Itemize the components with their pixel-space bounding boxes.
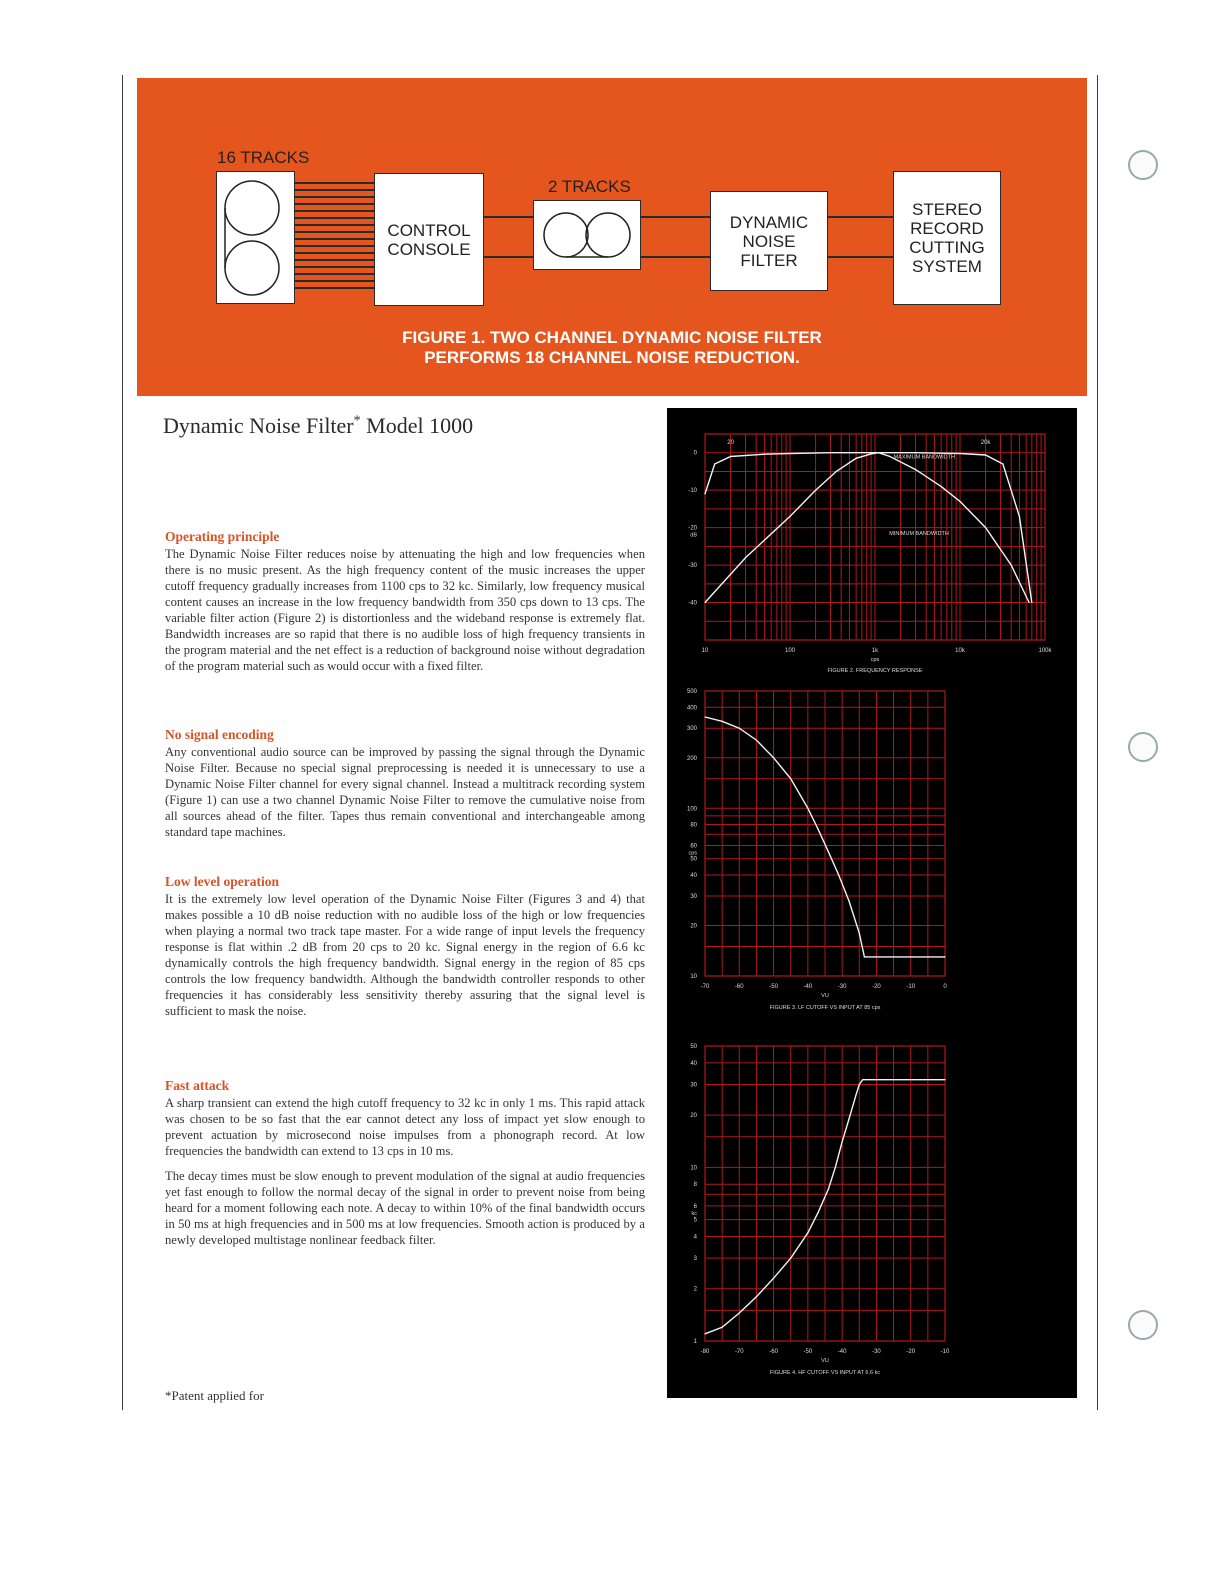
series-point (944, 956, 945, 957)
y-tick-label: 100 (686, 806, 697, 813)
x-tick-label: 10 (701, 648, 709, 654)
binder-hole-bottom (1128, 1310, 1158, 1340)
section-heading: Low level operation (165, 874, 279, 889)
series-point (818, 829, 819, 830)
series-point (915, 469, 916, 470)
series-point (1002, 463, 1003, 464)
series-point (807, 1232, 808, 1233)
binder-hole-middle (1128, 732, 1158, 762)
series-point (773, 1278, 774, 1279)
y-tick-label: 6 (693, 1203, 697, 1210)
x-axis-label: VU (821, 993, 829, 999)
section-heading: Fast attack (165, 1078, 230, 1093)
binder-hole-top (1128, 150, 1158, 180)
y-tick-label: 500 (686, 689, 697, 695)
series-point (1011, 564, 1012, 565)
y-tick-label: 10 (690, 974, 697, 980)
series-point (790, 778, 791, 779)
patent-footnote: *Patent applied for (165, 1388, 264, 1403)
x-axis-label: VU (821, 1358, 829, 1364)
y-tick-label: 200 (686, 755, 697, 762)
title-model: Model 1000 (360, 413, 474, 438)
series-point (859, 1084, 860, 1085)
series-point (773, 757, 774, 758)
series-point (862, 1079, 863, 1080)
series-point (745, 557, 746, 558)
tape-reel-16-tracks (216, 171, 295, 304)
series-point (915, 452, 916, 453)
x-tick-label: -10 (906, 984, 916, 990)
y-tick-label: 20 (690, 1113, 697, 1120)
reel-pair-icon (218, 173, 294, 303)
x-tick-label: -60 (734, 984, 744, 990)
series-point (985, 454, 986, 455)
y-tick-label: 10 (690, 1165, 697, 1172)
series-point (959, 501, 960, 502)
series-point (828, 851, 829, 852)
series-point (871, 453, 872, 454)
x-tick-label: -70 (734, 1349, 744, 1355)
x-tick-label: 10k (955, 648, 965, 654)
x-tick-label: -30 (837, 984, 847, 990)
x-tick-label: -10 (940, 1349, 950, 1355)
section-paragraph: Any conventional audio source can be improved by passing the signal through the Dynamic Noise Filter. Because no special signal preprocessing is needed it is unnecessary to use a Dynamic Noise Filter channel for every signal channel. Instead a multitrack recording system (Figure 1) can use a two channel Dynamic Noise Filter to remove the cumulative noise from all sources ahead of the filter. Tapes thus remain conventional and interchangeable among standard tape machines. (165, 745, 645, 839)
y-axis-label: dB (690, 532, 697, 539)
chart-title: FIGURE 3. LF CUTOFF VS INPUT AT 85 cps (769, 1005, 881, 1011)
y-tick-label: 50 (690, 856, 697, 863)
y-tick-label: 80 (690, 822, 697, 829)
y-tick-label: 3 (693, 1256, 697, 1263)
x-tick-label: -20 (906, 1349, 916, 1355)
section-paragraph: It is the extremely low level operation of the Dynamic Noise Filter (Figures 3 and 4) that makes possible a 10 dB noise reduction with no audible loss of the high or low frequencies when playing a normal two track tape master. For a wide range of input levels the frequency response is flat within .2 dB from 20 cps to 20 kc. Signal energy in the region of 6.6 kc dynamically controls the high frequency bandwidth. Signal energy in the region of 85 cps controls the low frequency bandwidth. Although the bandwidth controller responds to other frequencies it has considerably less sensitivity thereby assuring that the signal level is sufficient to mask the noise. (165, 892, 645, 1018)
series-point (739, 1312, 740, 1313)
series-point (910, 956, 911, 957)
wire-2track-to-filter-b (641, 256, 711, 258)
series-point (864, 956, 865, 957)
charts-panel (667, 408, 1077, 1398)
series-point (739, 728, 740, 729)
wire-filter-to-stereo-b (828, 256, 893, 258)
series-point (859, 933, 860, 934)
figure-1-caption-line-2: PERFORMS 18 CHANNEL NOISE REDUCTION. (424, 348, 800, 367)
series-point (878, 452, 879, 453)
series-point (855, 1095, 856, 1096)
section-low-level-operation (165, 873, 645, 1028)
y-tick-label: 60 (690, 843, 697, 850)
series-point (714, 463, 715, 464)
title-main: Dynamic Noise Filter (163, 413, 354, 438)
y-tick-label: 20 (690, 923, 697, 930)
series-point (1019, 516, 1020, 517)
y-tick-label: 0 (693, 450, 697, 457)
y-tick-label: -10 (688, 488, 697, 495)
wire-2track-to-filter-a (641, 216, 711, 218)
section-operating-principle (165, 528, 645, 683)
x-tick-label: -70 (700, 984, 710, 990)
series-point (838, 874, 839, 875)
section-heading: Operating principle (165, 529, 280, 544)
series-point (1028, 602, 1029, 603)
y-tick-label: 50 (690, 1044, 697, 1050)
series-point (944, 1079, 945, 1080)
right-margin-rule (1097, 75, 1098, 1410)
label-2-tracks: 2 TRACKS (548, 177, 631, 196)
series-point (815, 490, 816, 491)
section-paragraph: A sharp transient can extend the high cutoff frequency to 32 kc in only 1 ms. This rapid attack was chosen to be so fast that the ear cannot detect any loss of impact yet slow enough to prevent actuation by microsecond noise impulses from a phonograph record. At low frequencies the bandwidth can extend to 13 cps in 10 ms. (165, 1096, 645, 1158)
y-tick-label: 400 (686, 705, 697, 712)
title-patent-mark: * (353, 413, 361, 429)
series-point (756, 739, 757, 740)
y-axis-label: kc (691, 1210, 697, 1217)
series-point (836, 471, 837, 472)
x-tick-label: -40 (837, 1349, 847, 1355)
series-point (842, 1141, 843, 1142)
x-tick-label: -60 (769, 1349, 778, 1355)
stereo-cutting-system-box: STEREO RECORD CUTTING SYSTEM (893, 171, 1001, 305)
x-tick-label: -80 (700, 1349, 710, 1355)
y-tick-label: 8 (693, 1182, 697, 1189)
series-point (704, 493, 705, 494)
x-tick-label: -40 (803, 984, 813, 990)
section-heading: No signal encoding (165, 727, 274, 742)
x-axis-label: cps (870, 657, 880, 663)
charts-svg (667, 408, 1077, 1398)
series-point (790, 1258, 791, 1259)
series-point (764, 454, 765, 455)
series-point (830, 452, 831, 453)
series-point (856, 458, 857, 459)
wire-console-to-2track-a (484, 216, 534, 218)
chart-title: FIGURE 4. HF CUTOFF VS INPUT AT 6.6 kc (769, 1370, 881, 1376)
y-tick-label: 1 (693, 1339, 697, 1345)
series-point (722, 1327, 723, 1328)
chart-title: FIGURE 2. FREQUENCY RESPONSE (827, 668, 923, 674)
series-point (807, 808, 808, 809)
y-tick-label: 2 (693, 1286, 697, 1293)
section-paragraph: The decay times must be slow enough to prevent modulation of the signal at audio frequencies yet fast enough to follow the normal decay of the signal in order to prevent noise from being heard for a moment following each note. A decay to within 10% of the final bandwidth occurs in 50 ms at high frequencies and in 500 ms at low frequencies. Smooth action is produced by a newly developed multistage nonlinear feedback filter. (165, 1169, 645, 1247)
series-point (704, 1333, 705, 1334)
x-tick-label: 100 (784, 648, 796, 654)
y-tick-label: -40 (688, 600, 697, 607)
series-point (722, 721, 723, 722)
series-point (828, 1188, 829, 1189)
series-point (866, 956, 867, 957)
annotation-minimum-bandwidth: MINIMUM BANDWIDTH (889, 531, 949, 538)
series-point (730, 456, 731, 457)
section-fast-attack (165, 1077, 645, 1257)
y-tick-label: 40 (690, 1060, 697, 1067)
x-tick-label: 1k (871, 648, 879, 654)
figure-1-banner (137, 78, 1087, 396)
y-tick-label: 30 (690, 1082, 697, 1089)
x-tick-label: -30 (872, 1349, 881, 1355)
series-point (941, 486, 942, 487)
x-tick-label: 100k (1038, 648, 1052, 654)
series-point (789, 516, 790, 517)
y-tick-label: 4 (693, 1234, 697, 1241)
x-tick-label: -50 (803, 1349, 813, 1355)
wire-filter-to-stereo-a (828, 216, 893, 218)
series-point (889, 456, 890, 457)
x-tick-label: -20 (872, 984, 881, 990)
series-point (835, 1167, 836, 1168)
x-tick-label: -50 (769, 984, 778, 990)
top-marker-20: 20 (727, 440, 734, 446)
x-tick-label: 0 (943, 984, 947, 990)
y-tick-label: -30 (688, 563, 697, 570)
label-16-tracks: 16 TRACKS (217, 148, 310, 167)
tape-reel-2-tracks (533, 200, 641, 270)
series-point (848, 900, 849, 901)
series-point (704, 602, 705, 603)
left-margin-rule (122, 75, 123, 1410)
annotation-maximum-bandwidth: MAXIMUM BANDWIDTH (893, 454, 955, 461)
article-title (163, 413, 473, 439)
wire-console-to-2track-b (484, 256, 534, 258)
reel-pair-icon-2 (537, 205, 637, 265)
series-point (959, 453, 960, 454)
section-no-signal-encoding (165, 726, 645, 849)
series-point (848, 1118, 849, 1119)
control-console-box: CONTROL CONSOLE (374, 173, 484, 306)
top-marker-20k: 20k (980, 440, 991, 446)
y-axis-label: cps (688, 850, 697, 857)
figure-1-caption-line-1: FIGURE 1. TWO CHANNEL DYNAMIC NOISE FILTER (402, 328, 822, 347)
series-point (818, 1212, 819, 1213)
dynamic-noise-filter-box: DYNAMIC NOISE FILTER (710, 191, 828, 291)
y-tick-label: 40 (690, 873, 697, 880)
series-point (985, 527, 986, 528)
y-tick-label: 5 (693, 1217, 697, 1224)
y-tick-label: 30 (690, 893, 697, 900)
y-tick-label: 300 (686, 726, 697, 733)
series-point (789, 453, 790, 454)
series-point (704, 716, 705, 717)
y-tick-label: -20 (688, 525, 697, 532)
series-point (756, 1296, 757, 1297)
series-point (1031, 602, 1032, 603)
section-paragraph: The Dynamic Noise Filter reduces noise by attenuating the high and low frequencies when there is no music present. As the high frequency content of the music increases the upper cutoff frequency gradually increases from 1100 cps to 32 kc. Similarly, low frequency musical content causes an increase in the low frequency bandwidth from 350 cps down to 13 cps. The variable filter action (Figure 2) is distortionless and the wideband response is extremely flat. Bandwidth increases are so rapid that there is no audible loss of high frequency transients in the program material and the net effect is a reduction of background noise without degradation of the program material such as would occur with a fixed filter. (165, 547, 645, 673)
